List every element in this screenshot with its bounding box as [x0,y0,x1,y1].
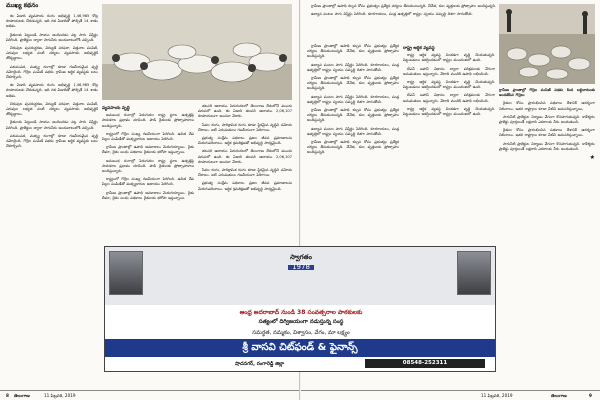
paragraph: రాష్ట్ర ఆర్థిక వ్యవస్థ నిలకడగా వృద్ధి చెందుతున్నది. పెట్టుబడులు ఆకర్షించడంలో రాష్ట్రం ముందంజలో ఉంది. [403,53,495,63]
paragraph: గ్రామీణ ప్రాంతాల్లో ఉపాధి కల్పన కోసం ప్రభుత్వం ప్రత్యేక చర్యలు తీసుకుంటున్నది. చేనేత, కుల వృత్తులకు ప్రోత్సాహం అందిస్తున్నది. [307,108,399,123]
ad-welcome-text: స్వాగతం [290,253,312,261]
ad-address: షాదనగర్, రంగారెడ్డి జిల్లా [235,361,285,367]
page-number: 8 [6,393,9,398]
paragraph: అనుబంధ రంగాల్లో పెరుగుదల రాష్ట్ర స్థూల ఉత్పత్తిపై సానుకూల ప్రభావం చూపింది. పాడి రైతులకు ప్రోత్సాహకాలు అందిస్తున్నారు. [102,113,194,128]
ad-header-area [105,247,495,305]
footer-masthead: తెలంగాణ [14,393,30,398]
right-lead-text [307,4,517,40]
left-footer [0,390,299,400]
paragraph: రైతులకు పెట్టుబడి సాయం అందించడం వల్ల సాగు విస్తీర్ణం పెరిగింది. ప్రాజెక్టుల ద్వారా సాగునీరు అందుబాటులోకి వచ్చింది. [6,32,98,42]
paragraph: రాష్ట్రంలో గొర్రెల సంఖ్య గణనీయంగా పెరిగింది. ఉచిత చేప పిల్లల పంపిణీతో మత్స్యకారుల ఆదాయం పెరిగింది. [102,131,194,142]
paragraph: ఉద్యాన పంటల సాగు విస్తీర్ణం పెరిగింది. కూరగాయలు, పండ్ల ఉత్పత్తిలో రాష్ట్రం స్వయం సమృద్ధి దిశగా సాగుతోంది. [307,94,399,104]
ad-tagline: సమర్థత, నమ్మకం, విశ్వాసం, వేగం, మా లక్ష్యం [252,330,350,336]
goats-illustration [102,4,292,100]
paragraph: రైతుల కోసం ప్రారంభించిన పథకాలు దేశానికే ఆదర్శంగా నిలిచాయి. ఇతర రాష్ట్రాలు కూడా వీటిని అనుసరిస్తున్నాయి. [499,101,595,111]
paragraph: గ్రామీణ ప్రాంతాల్లో ఉపాధి అవకాశాలు మెరుగయ్యాయి. రైతు బీమా, రైతు బంధు పథకాలు రైతులకు భరోసా ఇస్తున్నాయి. [102,145,194,155]
paragraph: రాష్ట్ర ఆర్థిక వ్యవస్థ నిలకడగా వృద్ధి చెందుతున్నది. పెట్టుబడులు ఆకర్షించడంలో రాష్ట్రం ముందంజలో ఉంది. [403,80,495,90]
ad-phone: 08548-252311 [365,359,485,368]
right-column-2 [403,44,495,244]
footer-date: 11 ఫిబ్రవరి, 2019 [44,393,76,398]
paragraph: చెరువుల పునరుద్ధరణ, విద్యుత్ సరఫరా, విత్తనాల పంపిణీ, ఎరువుల లభ్యత వంటి చర్యలు వ్యవసాయ అభివృద్ధికి తోడ్పడ్డాయి. [6,46,98,61]
paragraph: సేవల రంగం, పారిశ్రామిక రంగం కూడా స్థిరమైన వృద్ధిని నమోదు చేశాయి. ఐటీ ఎగుమతులు గణనీయంగా పెరిగాయి. [198,122,292,132]
chit-fund-advertisement [104,246,496,372]
page-number: 9 [589,393,592,398]
ad-welcome-block [255,253,347,271]
section-title: ముఖ్య కథనం [6,2,39,9]
footer-masthead: తెలంగాణ [551,393,567,398]
end-mark: ★ [589,154,595,162]
paragraph: టీఎస్ ఐపాస్ విధానం ద్వారా పరిశ్రమలకు వేగంగా అనుమతులు ఇస్తున్నారు. వేలాది మందికి ఉపాధి లభించింది. [403,66,495,76]
ad-line-1: ఆంధ్ర అదరాబాద్ నుండి 38 సంవత్సరాల పాఠకులకు [239,309,363,316]
left-column-1 [6,14,98,386]
sheep-illustration [499,4,595,84]
paragraph: గ్రామీణ ప్రాంతాల్లో ఉపాధి అవకాశాలు మెరుగయ్యాయి. రైతు బీమా, రైతు బంధు పథకాలు రైతులకు భరోసా ఇస్తున్నాయి. [102,190,194,200]
paragraph: గ్రామీణ ప్రాంతాల్లో ఉపాధి కల్పన కోసం ప్రభుత్వం ప్రత్యేక చర్యలు తీసుకుంటున్నది. చేనేత, కుల వృత్తులకు ప్రోత్సాహం అందిస్తున్నది. [307,140,399,155]
paragraph: అనుబంధ రంగాల్లో పెరుగుదల రాష్ట్ర స్థూల ఉత్పత్తిపై సానుకూల ప్రభావం చూపింది. పాడి రైతులకు ప్రోత్సాహకాలు అందిస్తున్నారు. [102,158,194,174]
paragraph: టీఎస్ ఐపాస్ విధానం ద్వారా పరిశ్రమలకు వేగంగా అనుమతులు ఇస్తున్నారు. వేలాది మందికి ఉపాధి లభించింది. [403,93,495,103]
paragraph: సేవల రంగం, పారిశ్రామిక రంగం కూడా స్థిరమైన వృద్ధిని నమోదు చేశాయి. ఐటీ ఎగుమతులు గణనీయంగా పెరిగాయి. [198,168,292,178]
article-photo-goats [102,4,292,100]
paragraph: గ్రామీణ ప్రాంతాల్లో ఉపాధి కల్పన కోసం ప్రభుత్వం ప్రత్యేక చర్యలు తీసుకుంటున్నది. చేనేత, కుల వృత్తులకు ప్రోత్సాహం అందిస్తున్నది. [307,44,399,59]
paragraph: రైతుల కోసం ప్రారంభించిన పథకాలు దేశానికే ఆదర్శంగా నిలిచాయి. ఇతర రాష్ట్రాలు కూడా వీటిని అనుసరిస్తున్నాయి. [499,128,595,138]
paragraph: ఈ ఏడాది వ్యవసాయ రంగం అభివృద్ధి 1,46,985 కోట్ల రూపాయలకు చేరుకున్నది. ఇది గత ఏడాదితో పోల్చితే 14 శాతం అధికం. [6,83,98,98]
ad-year-badge: 1978 [288,265,314,270]
portrait-right-avatar [457,251,491,295]
paragraph: ప్రభుత్వ సంక్షేమ పథకాలు ప్రజల జీవన ప్రమాణాలను మెరుగుపరిచాయి. ఆర్థిక క్రమశిక్షణతో అభివృద్ధి సాధ్యమైంది. [198,136,292,146]
paragraph: సాగునీటి ప్రాజెక్టుల నిర్మాణం వేగంగా కొనసాగుతున్నది. కాళేశ్వరం ప్రాజెక్టు పూర్తయితే లక్షలాది ఎకరాలకు నీరు అందుతుంది. [499,141,595,151]
article-photo-sheep [499,4,595,84]
paragraph: గ్రామీణ ప్రాంతాల్లో ఉపాధి కల్పన కోసం ప్రభుత్వం ప్రత్యేక చర్యలు తీసుకుంటున్నది. చేనేత, కుల వృత్తులకు ప్రోత్సాహం అందిస్తున్నది. [311,4,496,8]
right-column-3 [499,88,595,242]
paragraph: సాగునీటి ప్రాజెక్టుల నిర్మాణం వేగంగా కొనసాగుతున్నది. కాళేశ్వరం ప్రాజెక్టు పూర్తయితే లక్షలాది ఎకరాలకు నీరు అందుతుంది. [499,114,595,125]
paragraph: పశుసంపద, మత్స్య రంగాల్లో కూడా గణనీయమైన వృద్ధి నమోదైంది. గొర్రెల పంపిణీ పథకం గ్రామీణ ఆర్థిక వ్యవస్థకు బలం చేకూర్చింది. [6,133,98,149]
paragraph: తలసరి ఆదాయం పెరుగుదలలో తెలంగాణ దేశంలోనే ముందు వరుసలో ఉంది. ఈ ఏడాది తలసరి ఆదాయం 2,06,107 రూపాయలుగా అంచనా వేశారు. [198,149,292,164]
footer-date: 11 ఫిబ్రవరి, 2019 [481,393,513,398]
paragraph: తలసరి ఆదాయం పెరుగుదలలో తెలంగాణ దేశంలోనే ముందు వరుసలో ఉంది. ఈ ఏడాది తలసరి ఆదాయం 2,06,107 రూపాయలుగా అంచనా వేశారు. [198,104,292,119]
paragraph: ఉద్యాన పంటల సాగు విస్తీర్ణం పెరిగింది. కూరగాయలు, పండ్ల ఉత్పత్తిలో రాష్ట్రం స్వయం సమృద్ధి దిశగా సాగుతోంది. [307,62,399,72]
paragraph: రైతులకు పెట్టుబడి సాయం అందించడం వల్ల సాగు విస్తీర్ణం పెరిగింది. ప్రాజెక్టుల ద్వారా సాగునీరు అందుబాటులోకి వచ్చింది. [6,120,98,130]
right-footer [301,390,600,400]
paragraph: గ్రామీణ ప్రాంతాల్లో ఉపాధి కల్పన కోసం ప్రభుత్వం ప్రత్యేక చర్యలు తీసుకుంటున్నది. చేనేత, కుల వృత్తులకు ప్రోత్సాహం అందిస్తున్నది. [307,76,399,91]
paragraph: ప్రభుత్వ సంక్షేమ పథకాలు ప్రజల జీవన ప్రమాణాలను మెరుగుపరిచాయి. ఆర్థిక క్రమశిక్షణతో అభివృద్ధి సాధ్యమైంది. [198,181,292,191]
paragraph: ఈ ఏడాది వ్యవసాయ రంగం అభివృద్ధి 1,46,985 కోట్ల రూపాయలకు చేరుకున్నది. ఇది గత ఏడాదితో పోల్చితే 14 శాతం అధికం. [6,14,98,29]
portrait-left-avatar [109,251,143,295]
ad-line-2: సత్యంలో దిగ్విజయంగా నడుస్తున్న సంస్థ [258,319,344,325]
paragraph: ఉద్యాన పంటల సాగు విస్తీర్ణం పెరిగింది. కూరగాయలు, పండ్ల ఉత్పత్తిలో రాష్ట్రం స్వయం సమృద్ధి దిశగా సాగుతోంది. [307,126,399,136]
subheading: రాష్ట్ర ఆర్థిక వ్యవస్థ [403,46,435,51]
paragraph: చెరువుల పునరుద్ధరణ, విద్యుత్ సరఫరా, విత్తనాల పంపిణీ, ఎరువుల లభ్యత వంటి చర్యలు వ్యవసాయ అభివృద్ధికి తోడ్పడ్డాయి. [6,101,98,117]
paragraph: పశుసంపద, మత్స్య రంగాల్లో కూడా గణనీయమైన వృద్ధి నమోదైంది. గొర్రెల పంపిణీ పథకం గ్రామీణ ఆర్థిక వ్యవస్థకు బలం చేకూర్చింది. [6,64,98,80]
subheading: వ్యవసాయ వృద్ధి [102,106,130,111]
paragraph: ఉద్యాన పంటల సాగు విస్తీర్ణం పెరిగింది. కూరగాయలు, పండ్ల ఉత్పత్తిలో రాష్ట్రం స్వయం సమృద్ధి దిశగా సాగుతోంది. [311,12,473,17]
photo-caption: గ్రామీణ ప్రాంతాల్లో గొర్రెల పంపిణీ పథకం కింద లబ్ధిదారులకు అందజేసిన గొర్రెలు [499,88,595,98]
paragraph: రాష్ట్రంలో గొర్రెల సంఖ్య గణనీయంగా పెరిగింది. ఉచిత చేప పిల్లల పంపిణీతో మత్స్యకారుల ఆదాయం పెరిగింది. [102,177,194,187]
paragraph: రాష్ట్ర ఆర్థిక వ్యవస్థ నిలకడగా వృద్ధి చెందుతున్నది. పెట్టుబడులు ఆకర్షించడంలో రాష్ట్రం ముందంజలో ఉంది. [403,106,495,117]
ad-company-band: శ్రీ వాసవి చిట్‌ఫండ్ & ఫైనాన్స్ [105,339,495,357]
